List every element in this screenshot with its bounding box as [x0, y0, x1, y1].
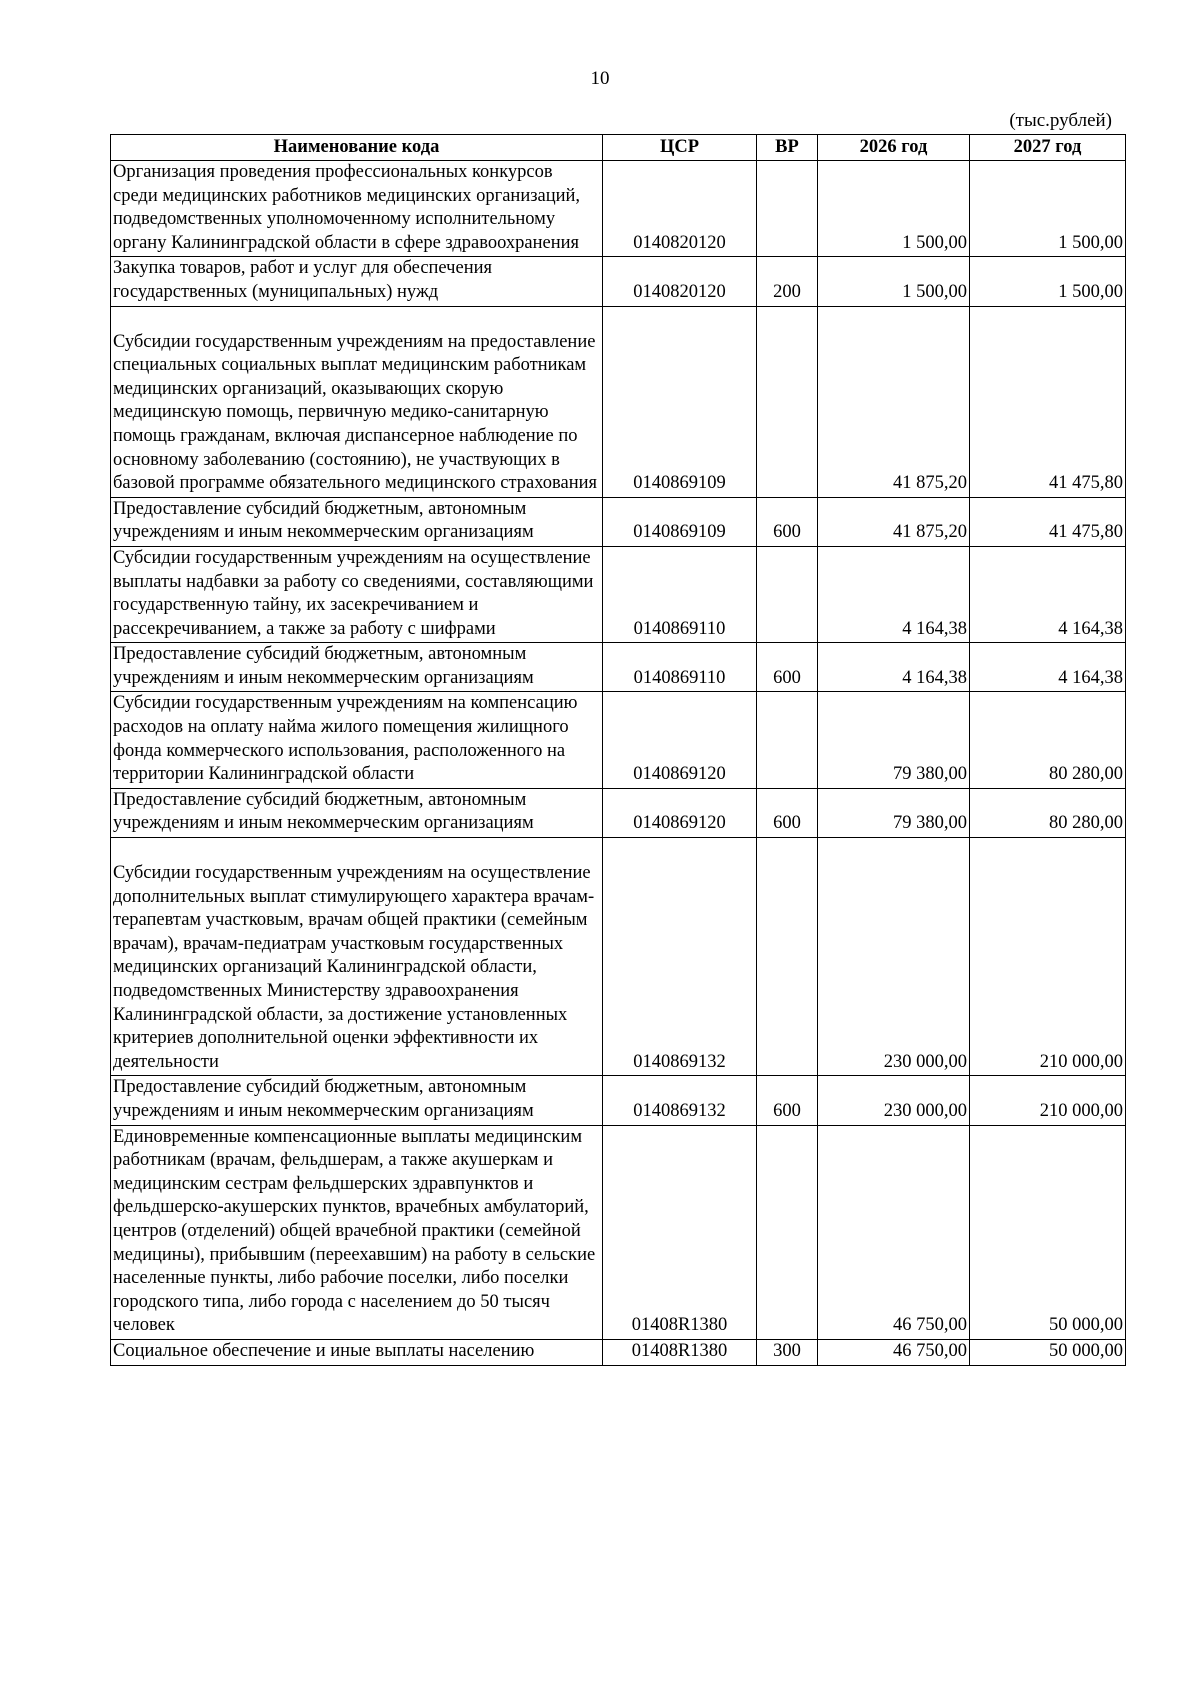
cell-csr: 0140869110	[603, 546, 757, 642]
cell-year-2027: 80 280,00	[970, 788, 1126, 837]
budget-table	[110, 134, 1126, 1366]
cell-year-2026: 4 164,38	[818, 546, 970, 642]
cell-vr: 600	[757, 497, 818, 546]
cell-year-2026: 79 380,00	[818, 692, 970, 788]
cell-year-2027: 41 475,80	[970, 497, 1126, 546]
cell-csr: 0140869109	[603, 497, 757, 546]
cell-name: Социальное обеспечение и иные выплаты населению	[111, 1339, 603, 1365]
table-row	[111, 546, 1126, 642]
cell-csr: 0140820120	[603, 257, 757, 306]
cell-csr: 0140820120	[603, 161, 757, 257]
cell-year-2026: 79 380,00	[818, 788, 970, 837]
cell-year-2026: 41 875,20	[818, 497, 970, 546]
cell-vr: 600	[757, 1076, 818, 1125]
cell-vr: 300	[757, 1339, 818, 1365]
cell-csr: 0140869120	[603, 788, 757, 837]
cell-year-2027: 80 280,00	[970, 692, 1126, 788]
header-csr: ЦСР	[603, 135, 757, 161]
cell-name: Организация проведения профессиональных конкурсов среди медицинских работников медицинских организаций, подведомственных уполномоченному исполнительному органу Калининградской области в сфере здравоохранения	[111, 161, 603, 257]
cell-name: Субсидии государственным учреждениям на осуществление дополнительных выплат стимулирующего характера врачам-терапевтам участковым, врачам общей практики (семейным врачам), врачам-педиатрам участковым государственных медицинских организаций Калининградской области, подведомственных Министерству здравоохранения Калининградской области, за достижение установленных критериев дополнительной оценки эффективности их деятельности	[111, 838, 603, 1076]
cell-name: Единовременные компенсационные выплаты медицинским работникам (врачам, фельдшерам, а также акушеркам и медицинским сестрам фельдшерских здравпунктов и фельдшерско-акушерских пунктов, врачебных амбулаторий, центров (отделений) общей врачебной практики (семейной медицины), прибывшим (переехавшим) на работу в сельские населенные пункты, либо рабочие поселки, либо поселки городского типа, либо города с населением до 50 тысяч человек	[111, 1125, 603, 1339]
cell-year-2026: 4 164,38	[818, 643, 970, 692]
table-row	[111, 838, 1126, 1076]
cell-year-2027: 1 500,00	[970, 257, 1126, 306]
cell-vr: 200	[757, 257, 818, 306]
cell-year-2027: 1 500,00	[970, 161, 1126, 257]
cell-year-2026: 46 750,00	[818, 1339, 970, 1365]
cell-csr: 0140869132	[603, 838, 757, 1076]
cell-year-2026: 230 000,00	[818, 1076, 970, 1125]
cell-csr: 01408R1380	[603, 1125, 757, 1339]
cell-year-2027: 50 000,00	[970, 1125, 1126, 1339]
table-row	[111, 643, 1126, 692]
cell-year-2027: 4 164,38	[970, 546, 1126, 642]
cell-year-2027: 50 000,00	[970, 1339, 1126, 1365]
cell-year-2026: 1 500,00	[818, 257, 970, 306]
header-vr: ВР	[757, 135, 818, 161]
table-row	[111, 161, 1126, 257]
cell-vr: 600	[757, 788, 818, 837]
cell-vr	[757, 692, 818, 788]
cell-name: Предоставление субсидий бюджетным, автономным учреждениям и иным некоммерческим организациям	[111, 788, 603, 837]
cell-year-2027: 210 000,00	[970, 838, 1126, 1076]
cell-year-2027: 210 000,00	[970, 1076, 1126, 1125]
table-row	[111, 497, 1126, 546]
header-name: Наименование кода	[111, 135, 603, 161]
cell-csr: 01408R1380	[603, 1339, 757, 1365]
cell-year-2027: 4 164,38	[970, 643, 1126, 692]
table-row	[111, 1339, 1126, 1365]
table-row	[111, 1076, 1126, 1125]
cell-year-2026: 41 875,20	[818, 306, 970, 497]
cell-vr	[757, 546, 818, 642]
header-year-2027: 2027 год	[970, 135, 1126, 161]
cell-name: Субсидии государственным учреждениям на осуществление выплаты надбавки за работу со сведениями, составляющими государственную тайну, их засекречиванием и рассекречиванием, а также за работу с шифрами	[111, 546, 603, 642]
cell-vr	[757, 161, 818, 257]
cell-vr: 600	[757, 643, 818, 692]
table-header-row	[111, 135, 1126, 161]
cell-year-2026: 1 500,00	[818, 161, 970, 257]
cell-csr: 0140869110	[603, 643, 757, 692]
page-number: 10	[590, 68, 610, 89]
cell-year-2027: 41 475,80	[970, 306, 1126, 497]
cell-csr: 0140869109	[603, 306, 757, 497]
cell-year-2026: 46 750,00	[818, 1125, 970, 1339]
cell-name: Субсидии государственным учреждениям на предоставление специальных социальных выплат медицинским работникам медицинских организаций, оказывающих скорую медицинскую помощь, первичную медико-санитарную помощь гражданам, включая диспансерное наблюдение по основному заболеванию (состоянию), не участвующих в базовой программе обязательного медицинского страхования	[111, 306, 603, 497]
cell-vr	[757, 1125, 818, 1339]
cell-year-2026: 230 000,00	[818, 838, 970, 1076]
units-label: (тыс.рублей)	[1009, 110, 1112, 131]
cell-name: Субсидии государственным учреждениям на компенсацию расходов на оплату найма жилого помещения жилищного фонда коммерческого использования, расположенного на территории Калининградской области	[111, 692, 603, 788]
table-row	[111, 1125, 1126, 1339]
table-row	[111, 306, 1126, 497]
cell-vr	[757, 306, 818, 497]
table-row	[111, 692, 1126, 788]
table-row	[111, 788, 1126, 837]
cell-name: Предоставление субсидий бюджетным, автономным учреждениям и иным некоммерческим организациям	[111, 643, 603, 692]
cell-csr: 0140869120	[603, 692, 757, 788]
cell-vr	[757, 838, 818, 1076]
cell-name: Предоставление субсидий бюджетным, автономным учреждениям и иным некоммерческим организациям	[111, 1076, 603, 1125]
table-row	[111, 257, 1126, 306]
cell-name: Закупка товаров, работ и услуг для обеспечения государственных (муниципальных) нужд	[111, 257, 603, 306]
cell-csr: 0140869132	[603, 1076, 757, 1125]
header-year-2026: 2026 год	[818, 135, 970, 161]
cell-name: Предоставление субсидий бюджетным, автономным учреждениям и иным некоммерческим организациям	[111, 497, 603, 546]
